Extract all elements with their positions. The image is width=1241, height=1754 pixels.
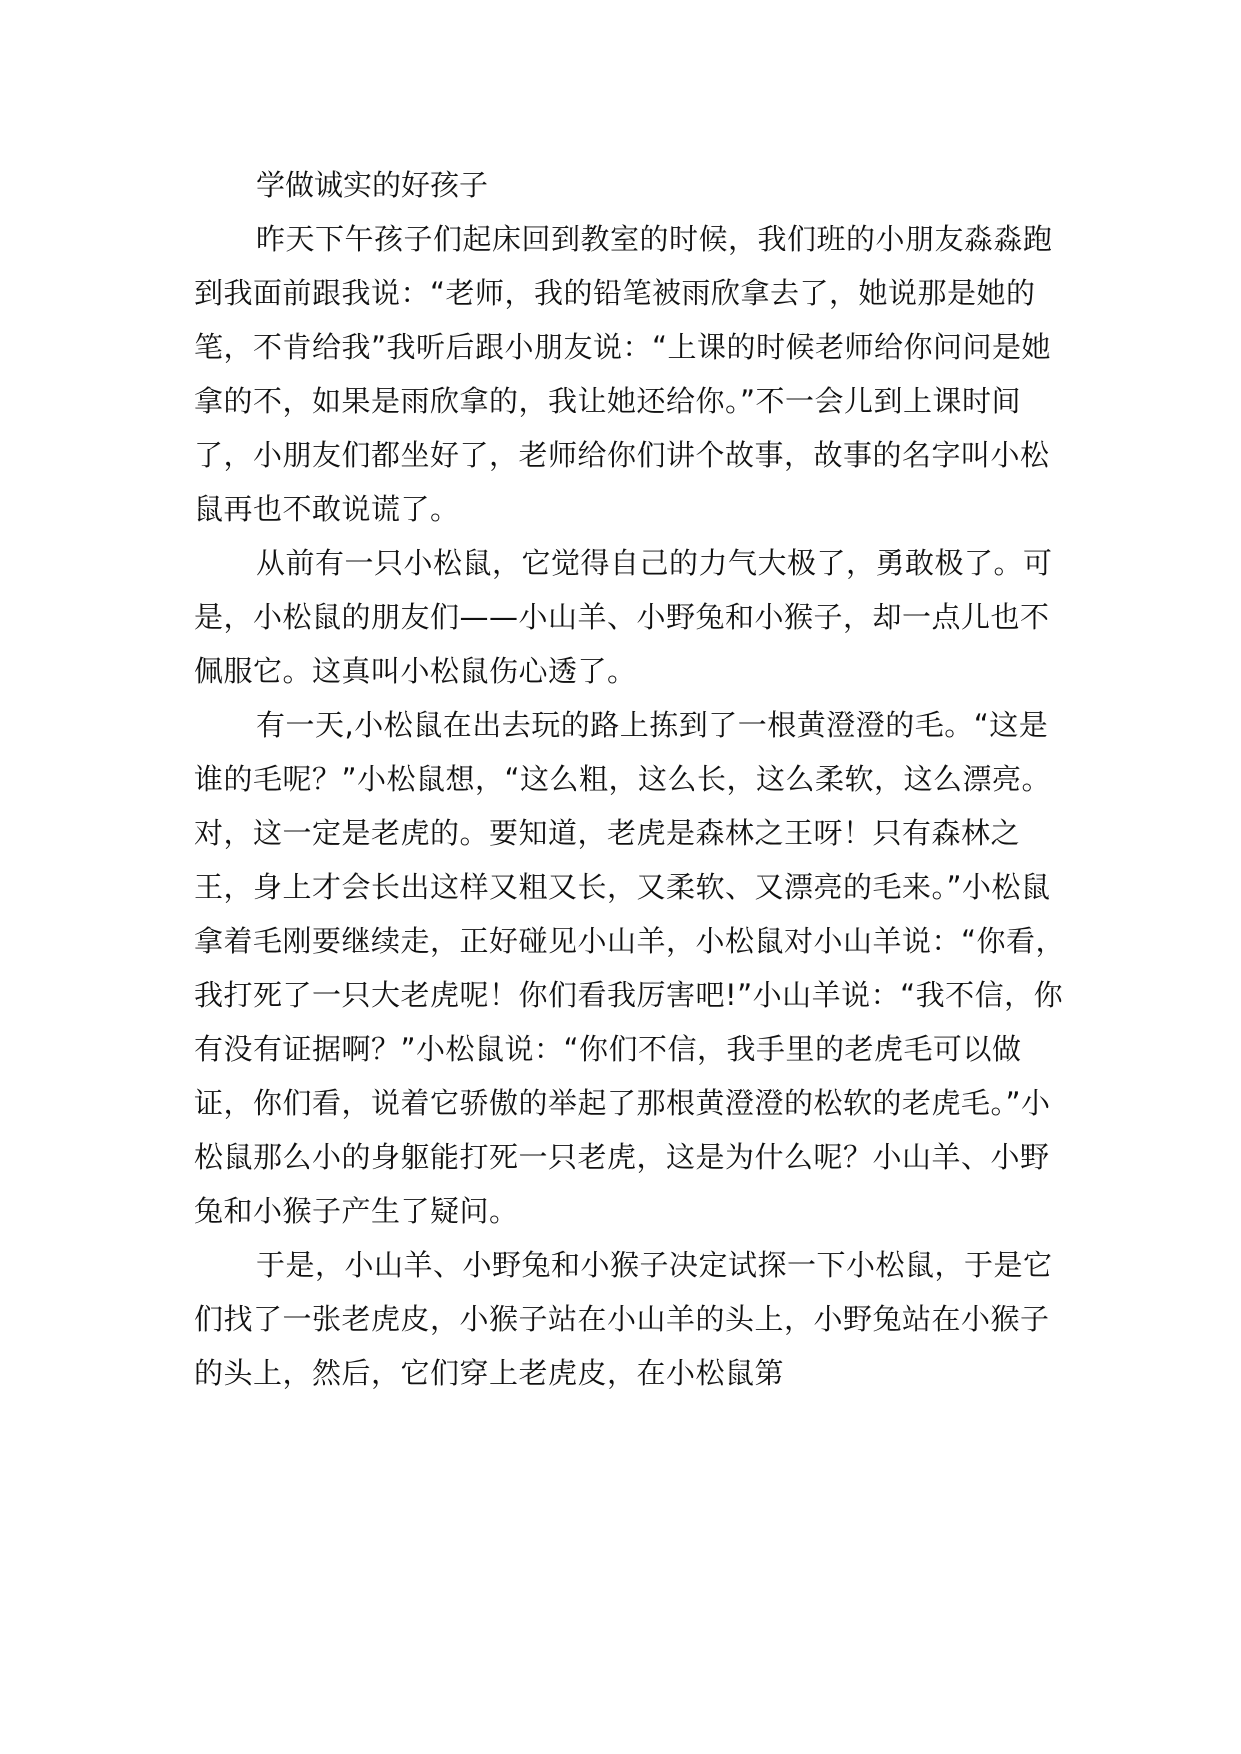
paragraph-4: 于是，小山羊、小野兔和小猴子决定试探一下小松鼠，于是它们找了一张老虎皮，小猴子站在小山羊的头上，小野兔站在小猴子的头上，然后，它们穿上老虎皮，在小松鼠第	[194, 1248, 1053, 1390]
document-title: 学做诚实的好孩子	[256, 168, 489, 202]
paragraph-3: 有一天,小松鼠在出去玩的路上拣到了一根黄澄澄的毛。“这是谁的毛呢？”小松鼠想，“这么粗，这么长，这么柔软，这么漂亮。对，这一定是老虎的。要知道，老虎是森林之王呀！只有森林之王，身上才会长出这样又粗又长，又柔软、又漂亮的毛来。”小松鼠拿着毛刚要继续走，正好碰见小山羊，小松鼠对小山羊说：“你看，我打死了一只大老虎呢！你们看我厉害吧!”小山羊说：“我不信，你有没有证据啊？”小松鼠说：“你们不信，我手里的老虎毛可以做证，你们看，说着它骄傲的举起了那根黄澄澄的松软的老虎毛。”小松鼠那么小的身躯能打死一只老虎，这是为什么呢？小山羊、小野兔和小猴子产生了疑问。	[194, 708, 1066, 1228]
document-body	[194, 158, 1074, 1400]
paragraph-2: 从前有一只小松鼠，它觉得自己的力气大极了，勇敢极了。可是，小松鼠的朋友们——小山羊、小野兔和小猴子，却一点儿也不佩服它。这真叫小松鼠伤心透了。	[194, 546, 1053, 688]
paragraph-1: 昨天下午孩子们起床回到教室的时候，我们班的小朋友淼淼跑到我面前跟我说：“老师，我的铅笔被雨欣拿去了，她说那是她的笔，不肯给我”我听后跟小朋友说：“上课的时候老师给你问问是她拿的不，如果是雨欣拿的，我让她还给你。”不一会儿到上课时间了，小朋友们都坐好了，老师给你们讲个故事，故事的名字叫小松鼠再也不敢说谎了。	[194, 222, 1053, 526]
